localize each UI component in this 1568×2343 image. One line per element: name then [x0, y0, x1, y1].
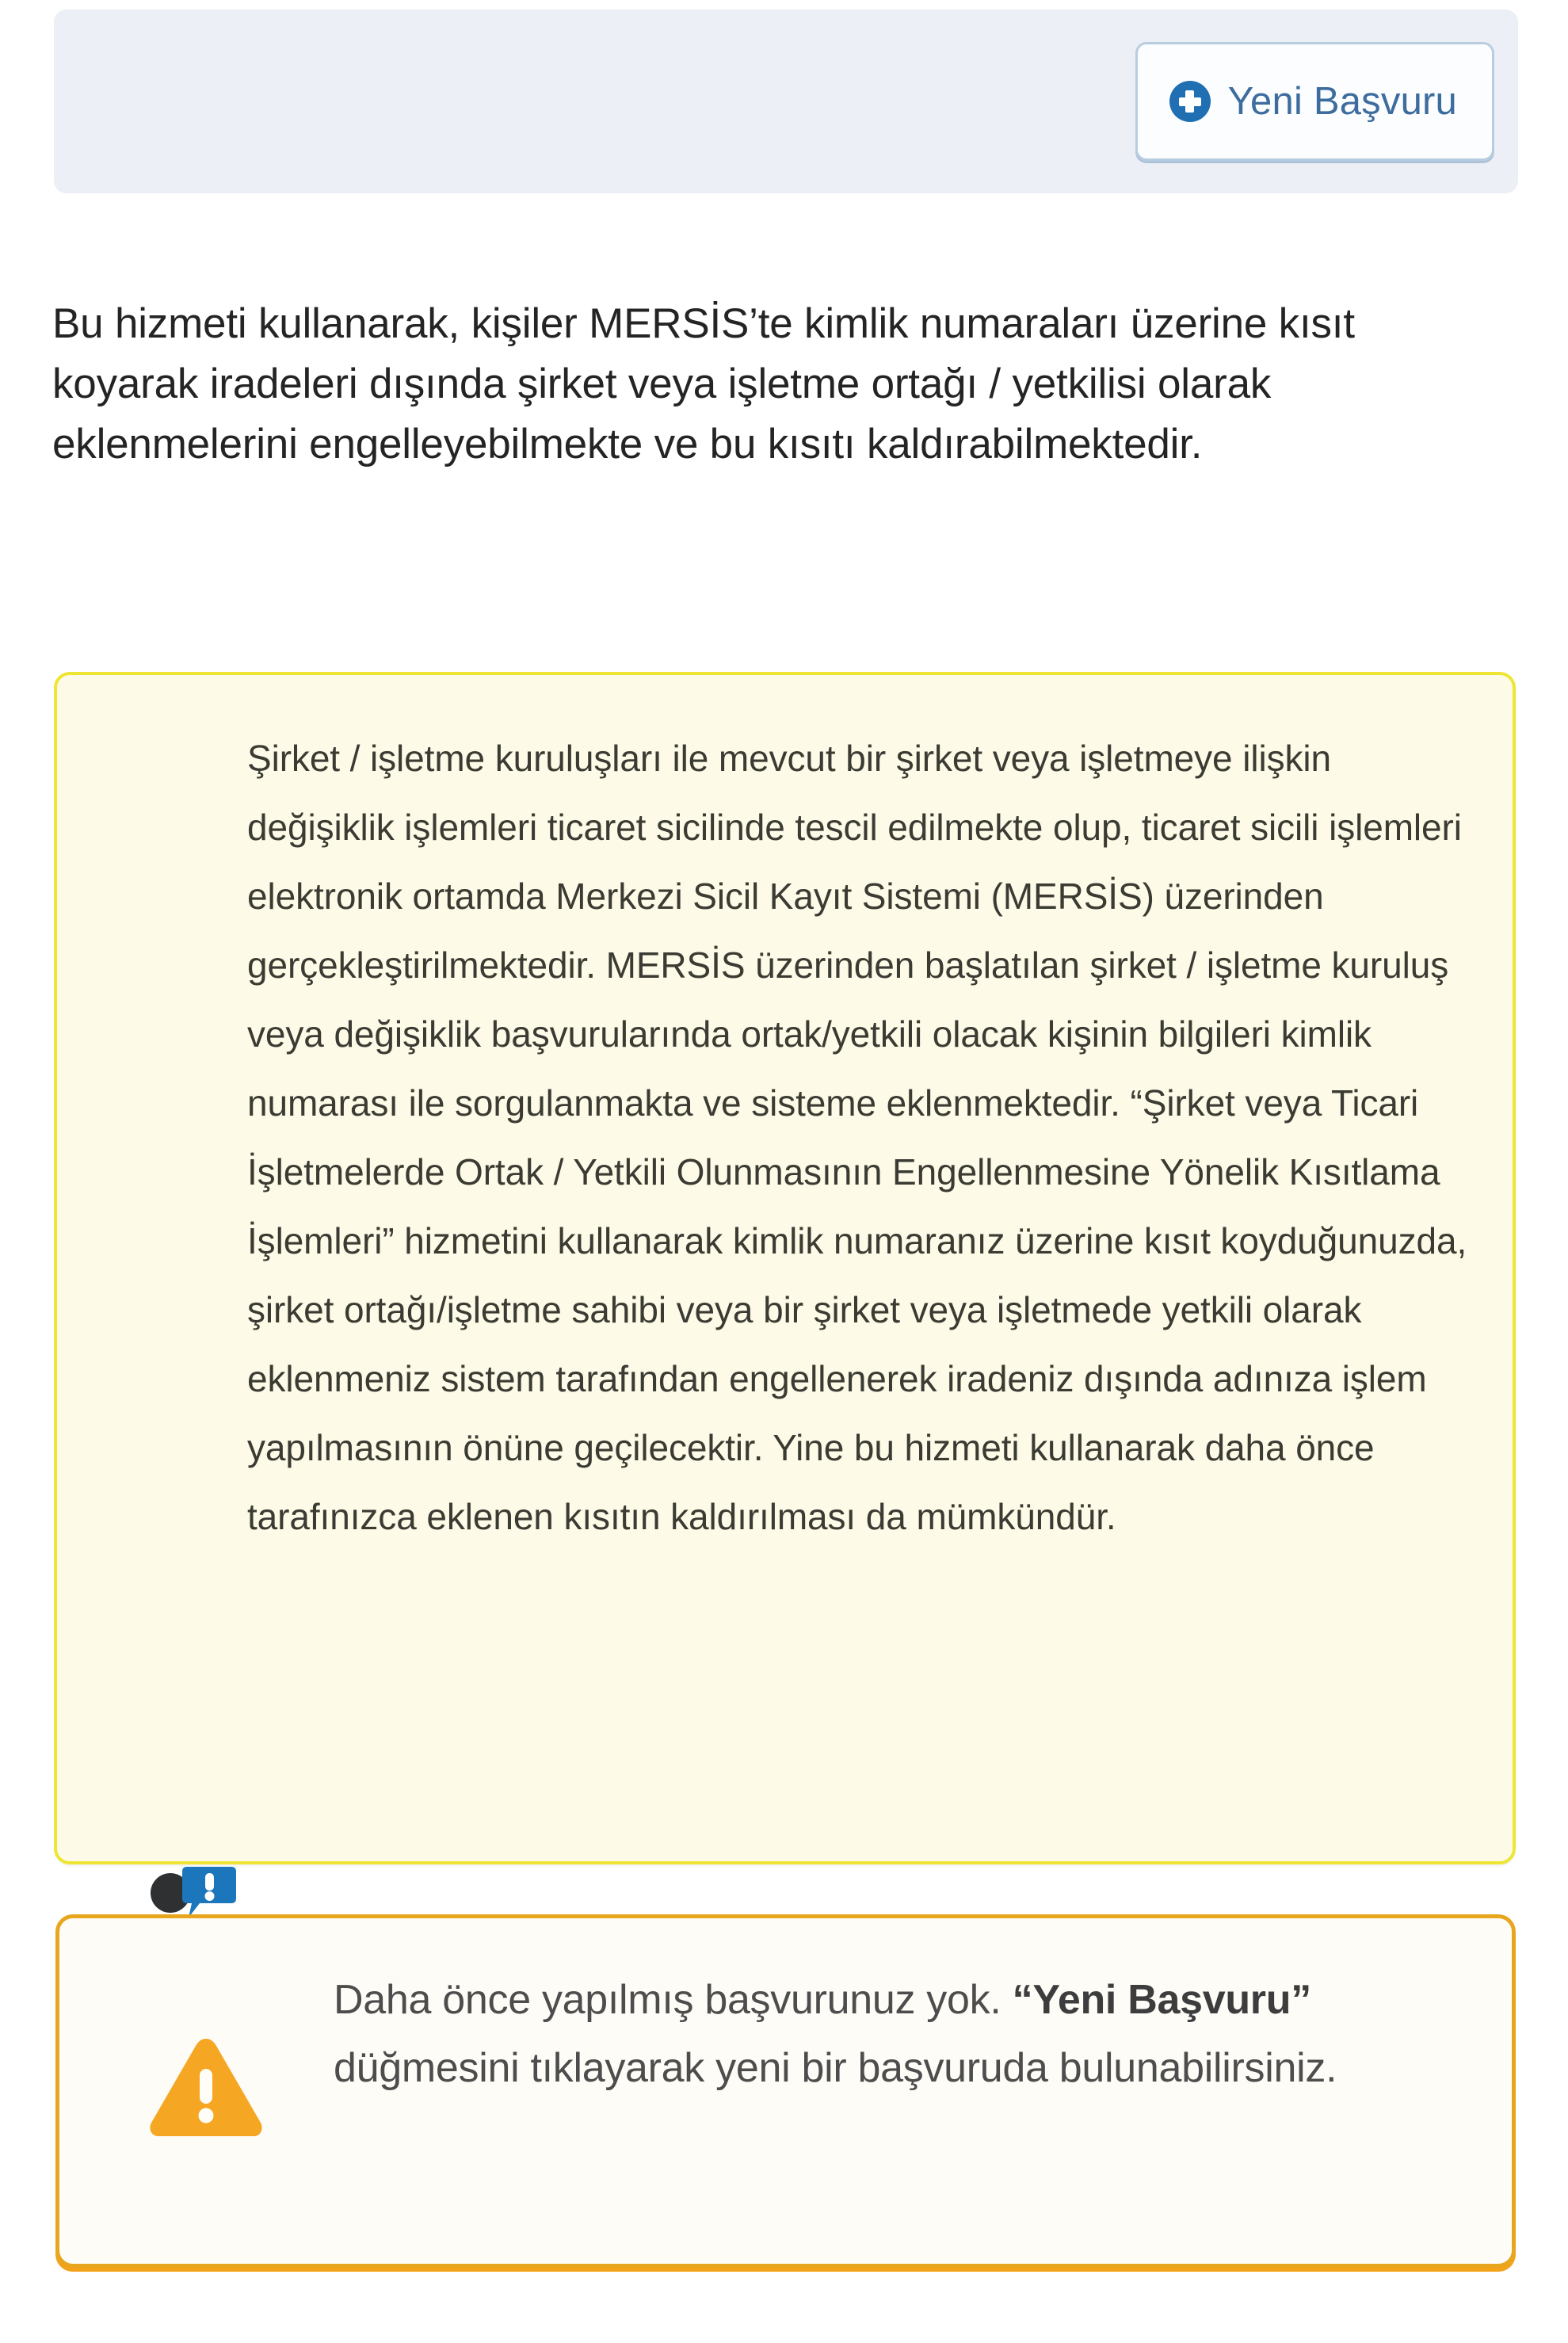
info-box-inner: [57, 675, 1513, 1861]
warning-triangle-icon: [147, 2034, 265, 2142]
warning-box: [55, 1914, 1516, 2268]
warning-box-text: [334, 1966, 1443, 2102]
info-box: [54, 672, 1516, 1864]
warning-text-emphasis: “Yeni Başvuru”: [1012, 1977, 1311, 2023]
intro-paragraph: Bu hizmeti kullanarak, kişiler MERSİS’te kimlik numaraları üzerine kısıt koyarak iradeleri dışında şirket veya işletme ortağı / yetkilisi olarak eklenmelerini engelleyebilmekte ve bu kısıtı kaldırabilmektedir.: [52, 300, 1355, 467]
new-application-button-label: Yeni Başvuru: [1227, 80, 1457, 123]
plus-circle-icon: [1169, 81, 1211, 122]
warning-box-inner: [59, 1918, 1512, 2264]
info-box-text: Şirket / işletme kuruluşları ile mevcut bir şirket veya işletmeye ilişkin değişiklik işlemleri ticaret sicilinde tescil edilmekte olup, ticaret sicili işlemleri elektronik ortamda Merkezi Sicil Kayıt Sistemi (MERSİS) üzerinden gerçekleştirilmektedir. MERSİS üzerinden başlatılan şirket / işletme kuruluş veya değişiklik başvurularında ortak/yetkili olacak kişinin bilgileri kimlik numarası ile sorgulanmakta ve sisteme eklenmektedir. “Şirket veya Ticari İşletmelerde Ortak / Yetkili Olunmasının Engellenmesine Yönelik Kısıtlama İşlemleri” hizmetini kullanarak kimlik numaranız üzerine kısıt koyduğunuzda, şirket ortağı/işletme sahibi veya bir şirket veya işletmede yetkili olarak eklenmeniz sistem tarafından engellenerek iradeniz dışında adınıza işlem yapılmasının önüne geçilecektir. Yine bu hizmeti kullanarak daha önce tarafınızca eklenen kısıtın kaldırılması da mümkündür.: [247, 738, 1467, 1537]
warning-text-part1: Daha önce yapılmış başvurunuz yok.: [334, 1977, 1013, 2023]
new-application-button[interactable]: [1135, 42, 1494, 161]
warning-text-part2: düğmesini tıklayarak yeni bir başvuruda bulunabilirsiniz.: [334, 2045, 1337, 2091]
toolbar-panel: [54, 10, 1518, 193]
